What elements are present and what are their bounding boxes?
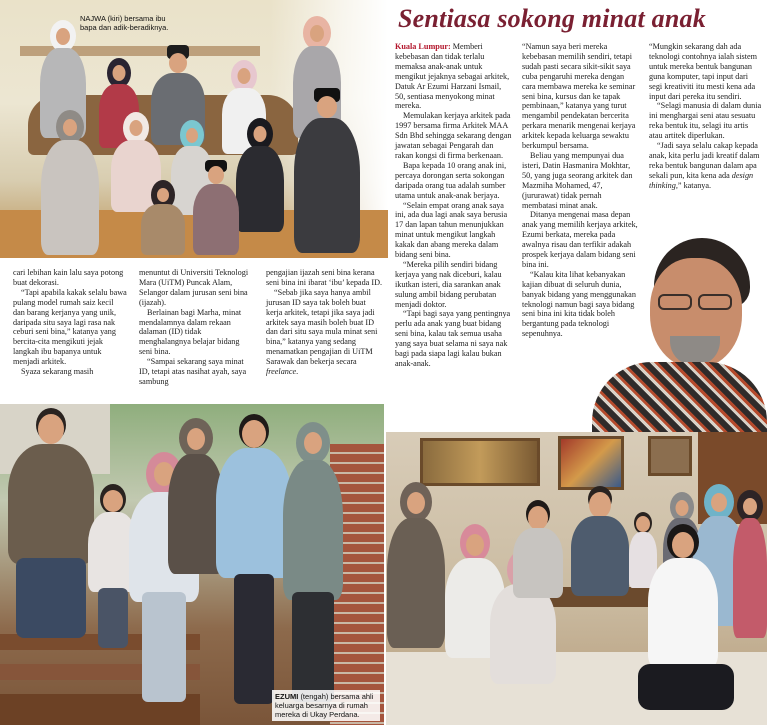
family-photo-bottom-right (386, 432, 767, 725)
paragraph: Bapa kepada 10 orang anak ini, percaya dorongan serta sokongan daripada orang tua adalah sumber utama untuk anak-anak berjaya. (395, 160, 507, 200)
paragraph: “Mungkin sekarang dah ada teknologi contohnya ialah sistem untuk mereka bentuk bangunan guna komputer, tapi input dari segi kreativiti itu mesti kena ada input dari pereka itu sendiri. (649, 42, 758, 101)
paragraph: “Namun saya beri mereka kebebasan memilih sendiri, tetapi sudah pasti secara sikit-sikit saya cuba pengaruhi mereka dengan cara membawa mereka ke seminar seni bina, kursus dan ke tapak pembinaan,” katanya yang turut mengambil pendekatan bercerita perkara menarik mengenai kerjaya arkitek kepada keluarga sewaktu berkumpul bersama. (522, 42, 636, 151)
article-column-3 (649, 42, 763, 191)
paragraph: “Kalau kita lihat kebanyakan kajian dibuat di seluruh dunia, banyak bidang yang menggunakan teknologi namun bagi saya bidang seni bina ini kita tidak boleh bergantung pada teknologi sepenuhnya. (522, 269, 636, 339)
portrait-photo (592, 232, 767, 432)
paragraph: Ditanya mengenai masa depan anak yang memilih kerjaya arkitek, Ezumi berkata, mereka pada awalnya risau dan terfikir adakah prospek kerjaya dalam bidang seni bina ini. (522, 210, 638, 269)
paragraph: cari lebihan kain lalu saya potong buat dekorasi. (13, 268, 124, 287)
family-photo-top (0, 0, 388, 258)
family-photo-bottom-left (0, 404, 384, 725)
left-column-c (266, 268, 384, 377)
headline: Sentiasa sokong minat anak (398, 4, 706, 33)
article-column-1 (395, 42, 513, 369)
top-photo-caption: NAJWA (kiri) bersama ibu bapa dan adik-beradiknya. (80, 14, 169, 32)
paragraph: menuntut di Universiti Teknologi Mara (UiTM) Puncak Alam, Selangor dalam jurusan seni bina (ijazah). (139, 268, 249, 307)
paragraph: Kuala Lumpur: Memberi kebebasan dan tidak terlalu memaksa anak-anak untuk mengikut jejaknya sebagai arkitek, Datuk Ar Ezumi Harzani Ismail, 50, sentiasa menyokong minat mereka. (395, 42, 510, 111)
paragraph: Beliau yang mempunyai dua isteri, Datin Hasmanira Mokhtar, 50, yang juga seorang arkitek dan Mazmiha Mohamed, 47, (jururawat) tidak pernah membatasi minat anak. (522, 150, 633, 210)
dateline: Kuala Lumpur: (395, 42, 451, 51)
paragraph: “Sampai sekarang saya minat ID, tetapi atas nasihat ayah, saya sambung (139, 357, 247, 386)
paragraph: “Tapi apabila kakak selalu bawa pulang model rumah saiz kecil dan barang kerjanya yang unik, daripada situ saya lagi rasa nak ceburi seni bina,” katanya yang bercita-cita mengikuti jejak langkah ibu bapanya untuk menjadi arkitek. (13, 287, 127, 367)
paragraph: “Selagi manusia di dalam dunia ini menghargai seni atau sesuatu reka bentuk itu, selagi itu artis atau artitek diperlukan. (649, 101, 762, 141)
paragraph: Syaza sekarang masih (21, 367, 94, 377)
paragraph: “Mereka pilih sendiri bidang kerjaya yang nak diceburi, kalau ikutkan isteri, dia sarankan anak sulung ambil bidang perubatan menjadi doktor. (395, 259, 502, 309)
left-column-b (139, 268, 254, 387)
paragraph: “Jadi saya selalu cakap kepada anak, kita perlu jadi kreatif dalam reka bentuk bangunan dalam apa sekali pun, kita kena ada design thinking,” katanya. (649, 141, 760, 190)
paragraph: Memulakan kerjaya arkitek pada 1997 bersama firma Arkitek MAA Sdn Bhd sehingga sekarang dengan jawatan sebagai Pengarah dan rakan kongsi di firma berkenaan. (395, 111, 512, 160)
paragraph: Berlainan bagi Marha, minat mendalamnya dalam rekaan dalaman (ID) tidak menghalangnya belajar bidang seni bina. (139, 307, 242, 357)
paragraph: “Tapi bagi saya yang pentingnya perlu ada anak yang buat bidang seni bina, kalau tak semua usaha yang saya buat selama ni saya nak bagi pada siapa lagi kalau bukan anak-anak. (395, 309, 511, 368)
paragraph: “Sebab jika saya hanya ambil jurusan ID saya tak boleh buat kerja arkitek, tetapi jika saya jadi arkitek saya masih boleh buat ID dan dari situ saya mula minat seni bina,” katanya yang sedang menamatkan pengajian di UiTM Sarawak dan bekerja secara freelance. (266, 287, 378, 377)
bottom-left-photo-caption: EZUMI (tengah) bersama ahli keluarga besarnya di rumah mereka di Ukay Perdana. (272, 690, 380, 721)
paragraph: “Selain empat orang anak saya ini, ada dua lagi anak saya berusia 17 dan lapan tahun menunjukkan minat untuk mengikut langkah kakak dan abang mereka dalam bidang seni bina. (395, 200, 508, 260)
paragraph: pengajian ijazah seni bina kerana seni bina ini ibarat ‘ibu’ kepada ID. (266, 268, 383, 287)
left-column-a (13, 268, 127, 377)
